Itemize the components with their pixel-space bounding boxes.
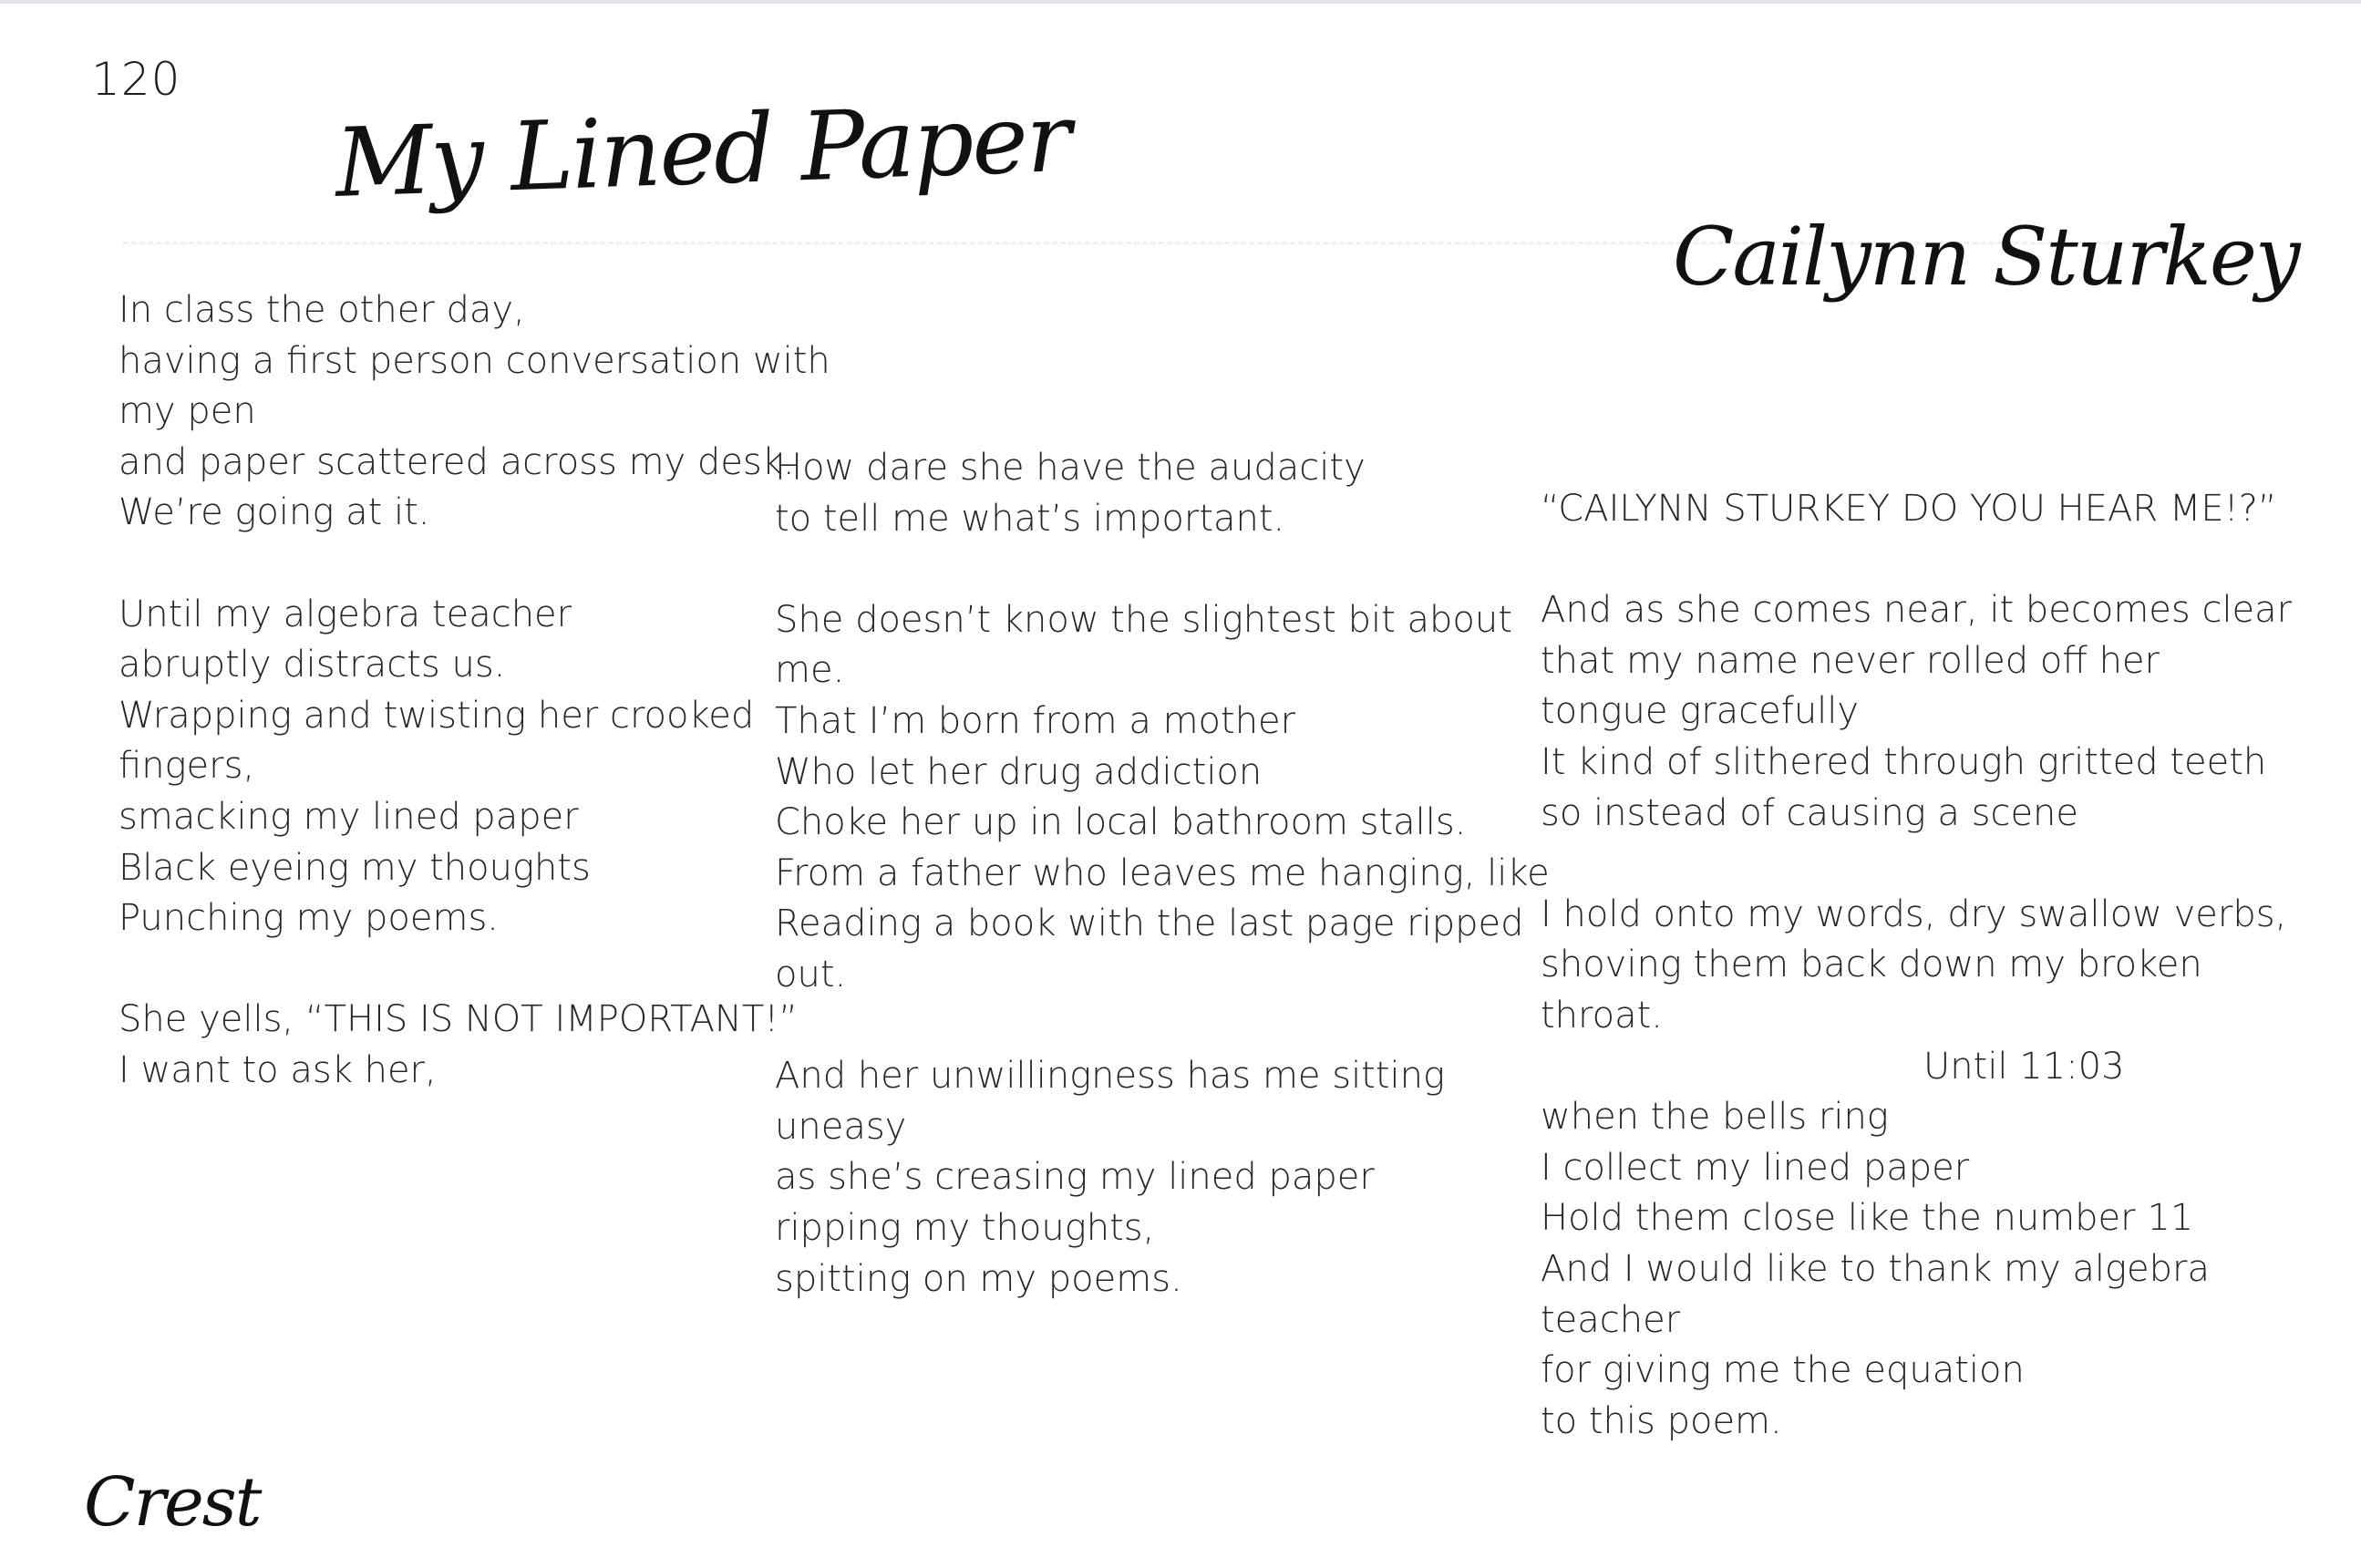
poem-line: for giving me the equation bbox=[1541, 1349, 2025, 1392]
poem-line: She yells, “THIS IS NOT IMPORTANT!” bbox=[119, 998, 799, 1041]
poem-line: ripping my thoughts, bbox=[775, 1206, 1155, 1249]
poem-line: Hold them close like the number 11 bbox=[1541, 1197, 2194, 1240]
poem-line: Punching my poems. bbox=[119, 897, 499, 940]
poem-line: How dare she have the audacity bbox=[775, 447, 1366, 489]
poem-line: so instead of causing a scene bbox=[1541, 791, 2079, 834]
poem-line: spitting on my poems. bbox=[775, 1257, 1182, 1300]
poem-line: that my name never rolled off her bbox=[1541, 639, 2160, 682]
poem-line: She doesn’t know the slightest bit about bbox=[775, 598, 1512, 641]
poem-line: shoving them back down my broken bbox=[1541, 944, 2202, 986]
poem-line: to this poem. bbox=[1541, 1399, 1782, 1442]
poem-line: And I would like to thank my algebra bbox=[1541, 1247, 2210, 1290]
poem-line: as she’s creasing my lined paper bbox=[775, 1156, 1375, 1199]
stanza-break bbox=[1541, 839, 2233, 890]
poem-line: abruptly distracts us. bbox=[119, 644, 506, 686]
poem-title: My Lined Paper bbox=[333, 81, 1072, 219]
poem-line: tongue gracefully bbox=[1541, 690, 1860, 733]
publication-name: Crest bbox=[84, 1463, 261, 1542]
poem-line: That I’m born from a mother bbox=[775, 699, 1296, 742]
poem-line: teacher bbox=[1541, 1298, 1681, 1341]
stanza-break bbox=[119, 539, 793, 590]
poem-line: my pen bbox=[119, 390, 256, 433]
poem-line: And her unwillingness has me sitting bbox=[775, 1055, 1446, 1098]
poem-line-time: Until 11:03 bbox=[1923, 1045, 2125, 1088]
poem-line: throat. bbox=[1541, 994, 1663, 1037]
poem-line: fingers, bbox=[119, 745, 255, 788]
poem-line: I hold onto my words, dry swallow verbs, bbox=[1541, 892, 2287, 935]
poem-line: to tell me what’s important. bbox=[775, 497, 1285, 540]
poem-line: uneasy bbox=[775, 1105, 907, 1148]
poem-line: I want to ask her, bbox=[119, 1048, 437, 1091]
poem-line: having a first person conversation with bbox=[119, 339, 830, 382]
poem-line: Black eyeing my thoughts bbox=[119, 846, 591, 889]
poem-line: I collect my lined paper bbox=[1541, 1146, 1970, 1189]
poem-line: Until my algebra teacher bbox=[119, 593, 572, 635]
poem-line: Reading a book with the last page ripped bbox=[775, 903, 1524, 945]
poem-line: out. bbox=[775, 953, 847, 995]
stanza-break bbox=[775, 544, 1486, 595]
author-name: Cailynn Sturkey bbox=[1673, 210, 2299, 304]
poem-line: In class the other day, bbox=[119, 289, 525, 331]
poem-line: From a father who leaves me hanging, like bbox=[775, 851, 1550, 894]
poem-line: when the bells ring bbox=[1541, 1096, 1889, 1139]
poem-line: And as she comes near, it becomes clear bbox=[1541, 589, 2293, 632]
poem-column-2 bbox=[775, 443, 1550, 1305]
poem-line: smacking my lined paper bbox=[119, 795, 579, 838]
page-number: 120 bbox=[91, 53, 181, 106]
poem-column-3 bbox=[1541, 484, 2293, 1447]
poem-line: me. bbox=[775, 649, 845, 692]
poem-line: and paper scattered across my desk. bbox=[119, 440, 795, 483]
poem-line: Choke her up in local bathroom stalls. bbox=[775, 801, 1467, 844]
poem-line: It kind of slithered through gritted teeth bbox=[1541, 740, 2267, 783]
poem-line: Who let her drug addiction bbox=[775, 750, 1263, 793]
poem-line: Wrapping and twisting her crooked bbox=[119, 694, 755, 737]
top-edge-rule bbox=[0, 0, 2361, 4]
stanza-break bbox=[775, 1001, 1486, 1052]
poem-line: “CAILYNN STURKEY DO YOU HEAR ME!?” bbox=[1541, 488, 2277, 530]
stanza-break bbox=[1541, 535, 2233, 586]
stanza-break bbox=[119, 944, 793, 995]
poem-line: We’re going at it. bbox=[119, 491, 430, 534]
